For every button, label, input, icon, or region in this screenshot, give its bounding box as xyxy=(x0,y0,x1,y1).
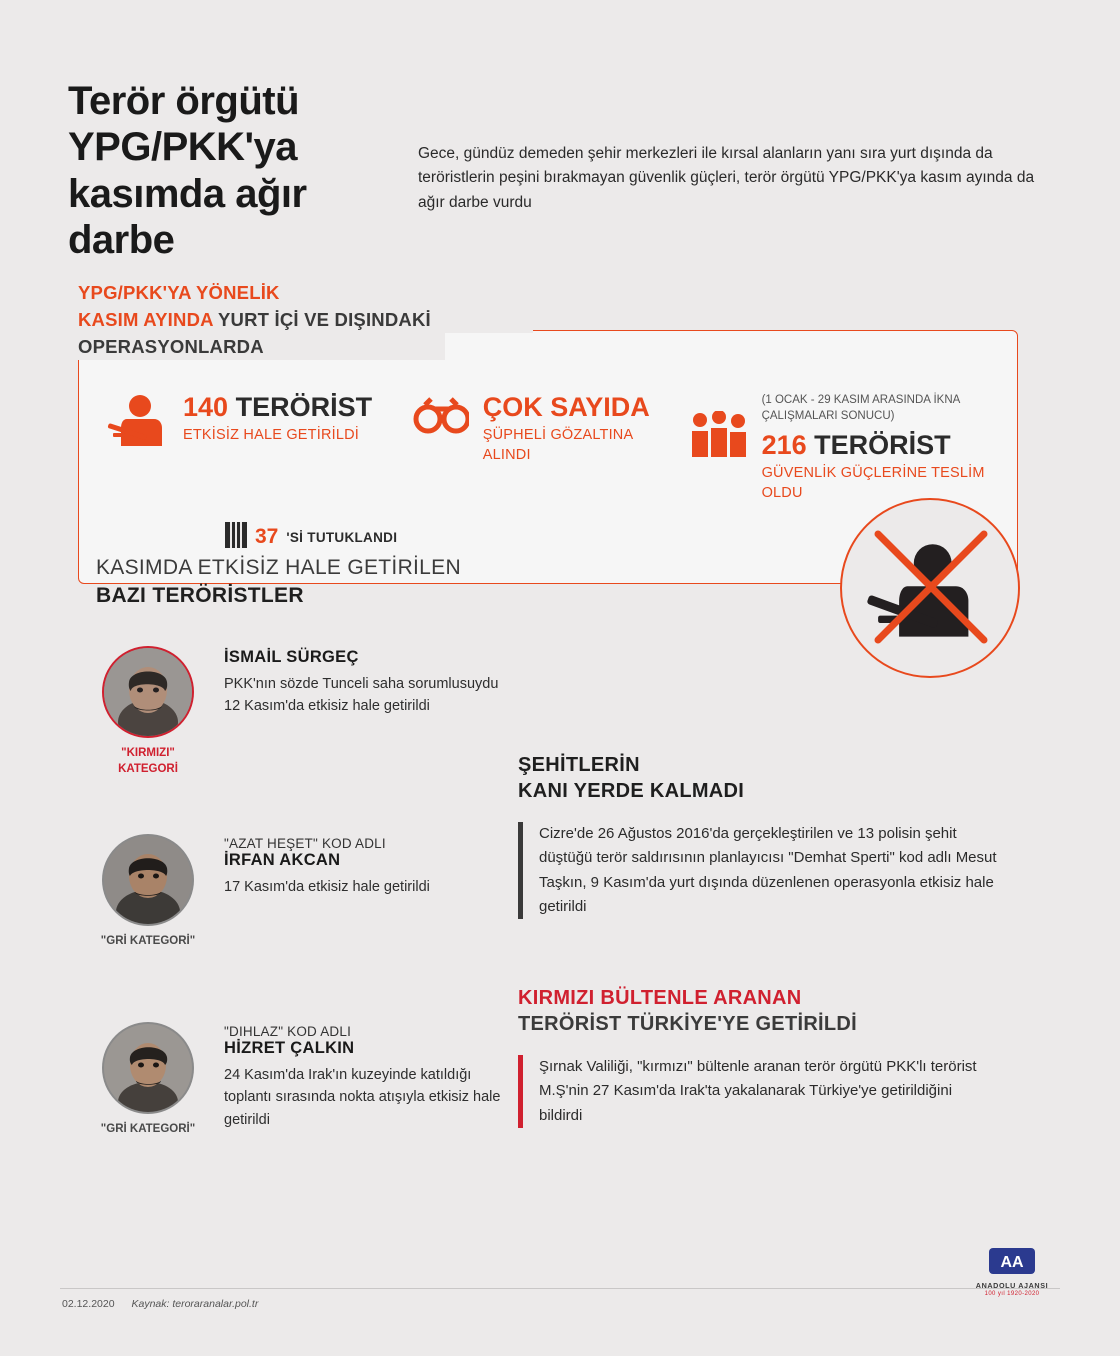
person-description: PKK'nın sözde Tunceli saha sorumlusuydu 12 Kasım'da etkisiz hale getirildi xyxy=(224,676,499,715)
person-codename: "AZAT HEŞET" KOD ADLI xyxy=(224,836,386,851)
avatar xyxy=(104,836,192,924)
ops-stat-neutralized xyxy=(107,393,397,454)
right-column xyxy=(518,752,998,1128)
ops-stat-3-sub: GÜVENLİK GÜÇLERİNE TESLİM OLDU xyxy=(761,464,985,502)
red-notice-title-line2: TERÖRİST TÜRKİYE'YE GETİRİLDİ xyxy=(518,1013,858,1036)
footer-source: Kaynak: teroraranalar.pol.tr xyxy=(131,1298,259,1310)
ops-arrested-label: 'Sİ TUTUKLANDI xyxy=(286,529,398,545)
jail-icon xyxy=(225,522,247,553)
ops-heading-line3: OPERASYONLARDA xyxy=(78,335,264,357)
operations-heading xyxy=(78,280,445,360)
person-description: 24 Kasım'da Irak'ın kuzeyinde katıldığı toplantı sırasında nokta atışıyla etkisiz hale getirildi xyxy=(224,1067,501,1128)
ops-heading-line2-orange: KASIM AYINDA xyxy=(78,308,213,330)
ops-stat-1-number: 140 TERÖRİST xyxy=(183,392,373,423)
ops-stat-1-sub: ETKİSİZ HALE GETİRİLDİ xyxy=(183,426,360,443)
left-section-title-line1: KASIMDA ETKİSİZ HALE GETİRİLEN xyxy=(96,556,461,579)
red-notice-title-line1: KIRMIZI BÜLTENLE ARANAN xyxy=(518,987,802,1010)
logo-subtitle: 100 yıl 1920-2020 xyxy=(984,1291,1040,1297)
anadolu-agency-logo xyxy=(966,1248,1058,1297)
martyrs-text: Cizre'de 26 Ağustos 2016'da gerçekleştirilen ve 13 polisin şehit düştüğü terör saldırısının planlayıcısı "Demhat Sperti" kod adlı Mesut Taşkın, 9 Kasım'da yurt dışında düzenlenen operasyonla etkisiz hale getirildi xyxy=(518,822,998,919)
ops-stat-surrendered xyxy=(690,393,989,503)
neutralized-terrorists-section xyxy=(96,556,516,1154)
terrorist-icon xyxy=(107,393,169,454)
martyrs-title xyxy=(518,752,998,804)
people-icon xyxy=(690,393,748,468)
aa-logo-icon xyxy=(989,1248,1035,1274)
martyrs-title-line1: ŞEHİTLERİN xyxy=(518,754,640,776)
red-notice-text: Şırnak Valiliği, "kırmızı" bültenle aranan terör örgütü PKK'lı terörist M.Ş'nin 27 Kasım'da Irak'ta yakalanarak Türkiye'ye getirildiğini bildirdi xyxy=(518,1055,998,1128)
ops-stat-3-note: (1 OCAK - 29 KASIM ARASINDA İKNA ÇALIŞMALARI SONUCU) xyxy=(761,394,960,423)
category-label: "KIRMIZI" KATEGORİ xyxy=(118,747,178,775)
person-name: HİZRET ÇALKIN xyxy=(224,1039,355,1057)
person-name: İRFAN AKCAN xyxy=(224,851,341,869)
footer-date: 02.12.2020 xyxy=(62,1298,115,1310)
person-card xyxy=(96,1024,516,1154)
header xyxy=(68,78,1058,264)
ops-stat-2-number: ÇOK SAYIDA xyxy=(482,392,650,423)
avatar xyxy=(104,648,192,736)
crossed-out-terrorist-emblem xyxy=(840,498,1020,678)
portrait-photo xyxy=(104,836,192,924)
ops-stat-detained xyxy=(413,393,674,466)
category-label: "GRİ KATEGORİ" xyxy=(100,1123,196,1135)
handcuffs-icon xyxy=(413,393,469,444)
ops-stat-2-sub: ŞÜPHELİ GÖZALTINA ALINDI xyxy=(482,426,633,464)
avatar xyxy=(104,1024,192,1112)
ops-heading-line1: YPG/PKK'YA YÖNELİK xyxy=(78,282,280,303)
crossed-out-terrorist-icon xyxy=(842,500,1018,676)
category-label: "GRİ KATEGORİ" xyxy=(100,935,196,947)
page-subtitle: Gece, gündüz demeden şehir merkezleri ile kırsal alanların yanı sıra yurt dışında da teröristlerin peşini bırakmayan güvenlik güçleri, terör örgütü YPG/PKK'ya kasım ayında da ağır darbe vurdu xyxy=(418,145,1035,211)
person-name: İSMAİL SÜRGEÇ xyxy=(224,648,359,666)
ops-heading-line2-grey: YURT İÇİ VE DIŞINDAKİ xyxy=(218,308,431,330)
martyrs-title-line2: KANI YERDE KALMADI xyxy=(518,780,745,802)
logo-name: ANADOLU AJANSI xyxy=(975,1281,1049,1290)
person-card xyxy=(96,648,516,778)
martyrs-block xyxy=(518,752,998,919)
left-section-title-line2: BAZI TERÖRİSTLER xyxy=(96,584,304,607)
portrait-photo xyxy=(104,648,192,736)
footer-divider xyxy=(60,1288,1060,1289)
person-card xyxy=(96,836,516,966)
svg-text:AA: AA xyxy=(1000,1254,1024,1271)
red-notice-title xyxy=(518,985,998,1037)
ops-stat-3-number: 216 TERÖRİST xyxy=(761,430,951,461)
portrait-photo xyxy=(104,1024,192,1112)
person-codename: "DIHLAZ" KOD ADLI xyxy=(224,1024,352,1039)
red-notice-block xyxy=(518,985,998,1128)
footer xyxy=(62,1298,258,1310)
page-title: Terör örgütü YPG/PKK'ya kasımda ağır darbe xyxy=(68,79,307,263)
person-description: 17 Kasım'da etkisiz hale getirildi xyxy=(224,879,430,895)
ops-arrested-number: 37 xyxy=(255,525,279,549)
